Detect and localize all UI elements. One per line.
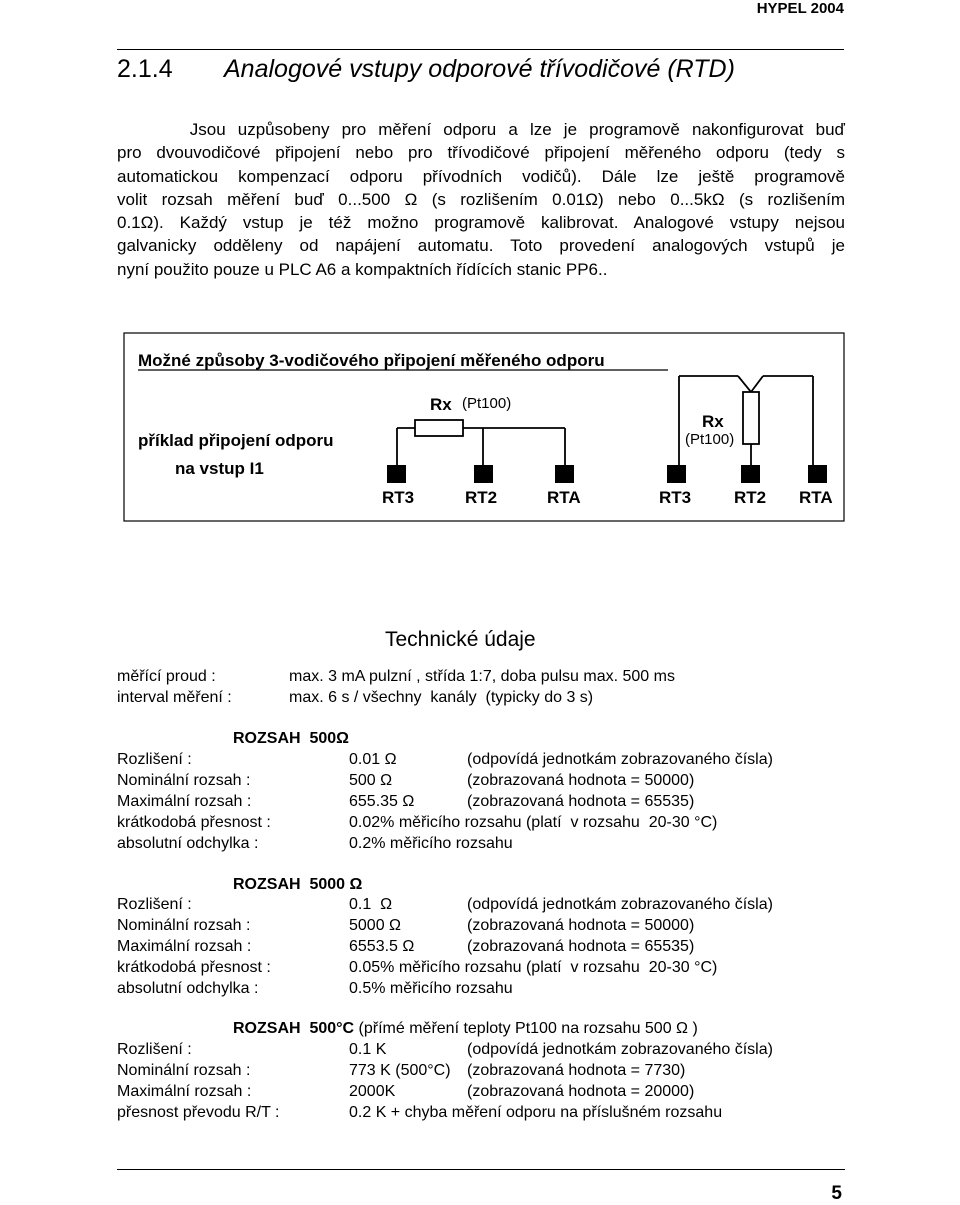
terminal-rt3-left [387,465,406,483]
terminal-rta-left [555,465,574,483]
range-value: 0.5% měřicího rozsahu [349,980,513,997]
range-label: Maximální rozsah : [117,938,252,955]
range-heading-suffix: (přímé měření teploty Pt100 na rozsahu 500 Ω ) [354,1020,698,1037]
tech-value: max. 3 mA pulzní , střída 1:7, doba pulsu max. 500 ms [289,668,675,685]
section-number: 2.1.4 [117,55,173,83]
intro-line: Jsou uzpůsobeny pro měření odporu a lze je programově nakonfigurovat buď [117,120,845,139]
range-label: Rozlišení : [117,896,192,913]
range-note: (zobrazovaná hodnota = 65535) [467,793,695,810]
range-note: (odpovídá jednotkám zobrazovaného čísla) [467,751,773,768]
range-label: Nominální rozsah : [117,772,251,789]
range-label: Nominální rozsah : [117,1062,251,1079]
range-label: krátkodobá přesnost : [117,814,271,831]
range-note: (odpovídá jednotkám zobrazovaného čísla) [467,896,773,913]
example-label-line2: na vstup I1 [175,459,264,478]
intro-line: automatickou kompenzací odporu přívodních vodičů). Dále lze ještě programově [117,166,845,186]
range-value: 773 K (500°C) [349,1062,451,1079]
range-value: 2000K [349,1083,396,1100]
terminal-label: RT2 [465,488,498,507]
range-label: Rozlišení : [117,1041,192,1058]
range-value: 0.2 K + chyba měření odporu na příslušném rozsahu [349,1104,723,1121]
tech-label: interval měření : [117,689,232,706]
right-wire-split [751,376,763,392]
terminal-rt2-right [741,465,760,483]
range-note: (zobrazovaná hodnota = 50000) [467,917,695,934]
footer-rule [117,1169,845,1170]
range-note: (odpovídá jednotkám zobrazovaného čísla) [467,1041,773,1058]
range-heading: ROZSAH 5000 Ω [233,876,363,893]
range-value: 6553.5 Ω [349,938,415,955]
right-resistor [743,392,759,444]
right-wire-split [738,376,751,392]
terminal-rt3-right [667,465,686,483]
range-label: absolutní odchylka : [117,835,259,852]
range-label: Maximální rozsah : [117,1083,252,1100]
range-value: 5000 Ω [349,917,401,934]
range-label: Rozlišení : [117,751,192,768]
header-title: HYPEL 2004 [756,0,844,17]
left-rx-label: Rx [430,395,452,414]
range-value: 0.01 Ω [349,751,397,768]
tech-value: max. 6 s / všechny kanály (typicky do 3 s) [289,689,594,706]
terminal-rta-right [808,465,827,483]
range-label: Nominální rozsah : [117,917,251,934]
range-value: 0.02% měřicího rozsahu (platí v rozsahu 20-30 °C) [349,814,718,831]
range-value: 0.1 K [349,1041,387,1058]
range-value: 0.1 Ω [349,896,393,913]
intro-line: galvanicky odděleny od napájení automatu. Toto provedení analogových vstupů je [117,236,845,256]
terminal-label: RT2 [734,488,767,507]
diagram-title: Možné způsoby 3-vodičového připojení měřeného odporu [138,351,605,370]
terminal-label: RTA [799,488,833,507]
range-value: 655.35 Ω [349,793,415,810]
page-number: 5 [831,1183,842,1204]
terminal-label: RTA [547,488,581,507]
range-heading: ROZSAH 500Ω [233,730,349,747]
section-title: Analogové vstupy odporové třívodičové (RTD) [224,55,735,83]
example-label-line1: příklad připojení odporu [138,431,334,450]
range-value: 500 Ω [349,772,393,789]
range-value: 0.2% měřicího rozsahu [349,835,513,852]
intro-line: 0.1Ω). Každý vstup je též možno programově kalibrovat. Analogové vstupy nejsou [117,213,845,233]
range-note: (zobrazovaná hodnota = 65535) [467,938,695,955]
range-heading: ROZSAH 500°C [233,1020,355,1037]
tech-label: měřící proud : [117,668,216,685]
header-rule [117,49,844,50]
terminal-rt2-left [474,465,493,483]
terminal-label: RT3 [382,488,415,507]
range-note: (zobrazovaná hodnota = 20000) [467,1083,695,1100]
intro-line: nyní použito pouze u PLC A6 a kompaktních řídících stanic PP6.. [117,259,608,279]
right-rx-sub-label: (Pt100) [685,431,735,448]
intro-paragraph [117,118,845,281]
range-label: krátkodobá přesnost : [117,959,271,976]
left-rx-sub-label: (Pt100) [462,395,512,412]
range-label: přesnost převodu R/T : [117,1104,280,1121]
range-note: (zobrazovaná hodnota = 50000) [467,772,695,789]
right-rx-label: Rx [702,412,724,431]
range-label: Maximální rozsah : [117,793,252,810]
wiring-diagram [123,332,845,522]
intro-line: volit rozsah měření buď 0...500 Ω (s rozlišením 0.01Ω) nebo 0...5kΩ (s rozlišením [117,189,845,209]
range-heading-line [233,1020,698,1038]
range-value: 0.05% měřicího rozsahu (platí v rozsahu 20-30 °C) [349,959,718,976]
range-note: (zobrazovaná hodnota = 7730) [467,1062,686,1079]
left-resistor [415,420,463,436]
range-label: absolutní odchylka : [117,980,259,997]
terminal-label: RT3 [659,488,692,507]
intro-line: pro dvouvodičové připojení nebo pro třívodičové připojení měřeného odporu (tedy s [117,143,845,163]
tech-title: Technické údaje [385,628,536,651]
